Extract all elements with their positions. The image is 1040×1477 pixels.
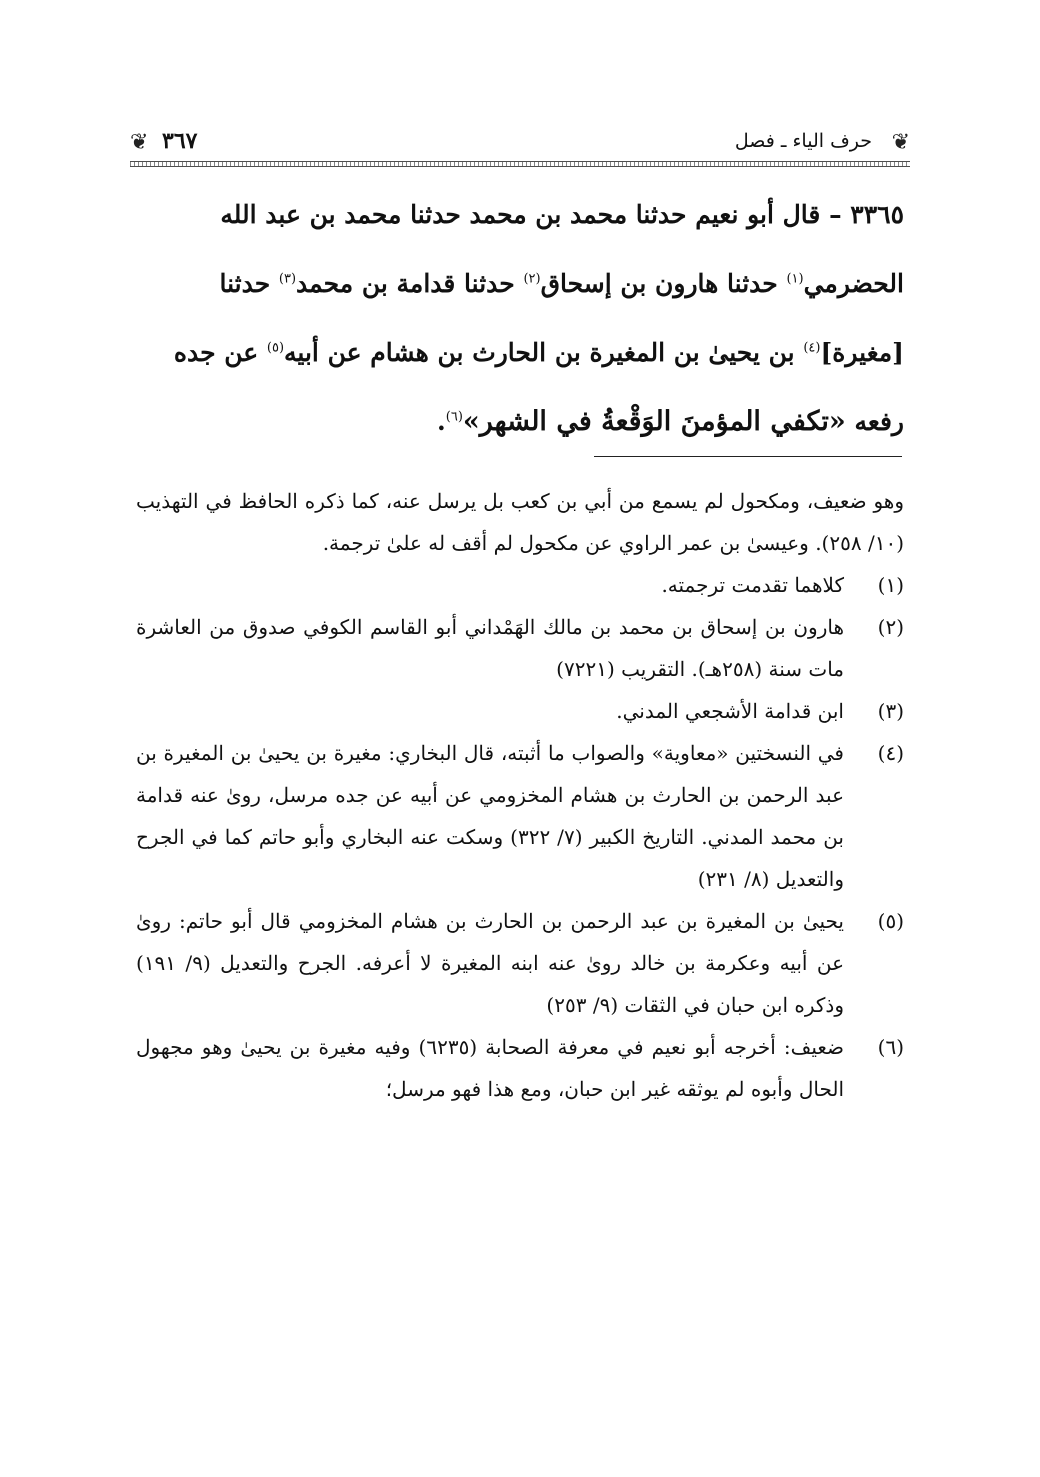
footnote-continuation: وهو ضعيف، ومكحول لم يسمع من أبي بن كعب بل يرسل عنه، كما ذكره الحافظ في التهذيب (١٠/ ٢٥٨). وعيسىٰ بن عمر الراوي عن مكحول لم أقف له علىٰ ترجمة. (136, 489, 904, 555)
running-header (130, 128, 910, 168)
footnote-marker[interactable]: (٦) (445, 409, 463, 425)
footnote-number: (٣) (877, 699, 904, 723)
footnote-item (136, 1026, 904, 1110)
header-rule (130, 161, 910, 167)
footnote-marker[interactable]: (٢) (523, 271, 541, 287)
footnote-item (136, 606, 904, 690)
hadith-text (136, 180, 904, 456)
page-number: ٣٦٧ (162, 128, 198, 154)
footnote-text: هارون بن إسحاق بن محمد بن مالك الهَمْداني أبو القاسم الكوفي صدوق من العاشرة مات سنة (٢٥٨هـ). التقريب (٧٢٢١) (136, 615, 844, 681)
footnote-item (136, 564, 904, 606)
header-ornament-right-icon: ❦ (891, 130, 910, 155)
footnote-item (136, 690, 904, 732)
footnote-number: (٥) (877, 909, 904, 933)
hadith-line-1: ٣٣٦٥ – قال أبو نعيم حدثنا محمد بن محمد حدثنا محمد بن عبد الله (220, 200, 904, 229)
footnote-text: يحيىٰ بن المغيرة بن عبد الرحمن بن الحارث بن هشام المخزومي قال أبو حاتم: روىٰ عن أبيه وعكرمة بن خالد روىٰ عنه ابنه المغيرة لا أعرفه. الجرح والتعديل (٩/ ١٩١) وذكره ابن حبان في الثقات (٩/ ٢٥٣) (136, 909, 844, 1017)
footnote-marker[interactable]: (٥) (266, 340, 285, 356)
footnote-text: كلاهما تقدمت ترجمته. (661, 573, 844, 597)
footnote-divider (594, 456, 902, 457)
footnote-item (136, 732, 904, 900)
running-header-title: حرف الياء ـ فصل (734, 130, 872, 152)
hadith-line-4: رفعه «تكفي المؤمنَ الوَقْعةُ في الشهر»$^{(٦)}$. (437, 406, 904, 437)
footnote-item (136, 900, 904, 1026)
footnote-marker[interactable]: (٤) (803, 340, 821, 356)
footnote-number: (١) (877, 573, 904, 597)
footnote-marker[interactable]: (١) (786, 271, 804, 287)
footnote-text: ابن قدامة الأشجعي المدني. (616, 699, 844, 723)
hadith-quote: «تكفي المؤمنَ الوَقْعةُ في الشهر» (462, 406, 846, 437)
footnotes (136, 480, 904, 1110)
footnote-number: (٦) (877, 1035, 904, 1059)
footnote-marker[interactable]: (٣) (278, 271, 297, 287)
hadith-line-2: الحضرمي$^{(١)}$ حدثنا هارون بن إسحاق$^{(٢)}$ حدثنا قدامة بن محمد$^{(٣)}$ حدثنا (219, 269, 904, 298)
footnote-text: في النسختين «معاوية» والصواب ما أثبته، قال البخاري: مغيرة بن يحيىٰ بن المغيرة بن عبد الرحمن بن الحارث بن هشام المخزومي عن أبيه عن جده مرسل، روىٰ عنه قدامة بن محمد المدني. التاريخ الكبير (٧/ ٣٢٢) وسكت عنه البخاري وأبو حاتم كما في الجرح والتعديل (٨/ ٢٣١) (136, 741, 844, 891)
footnote-number: (٤) (877, 741, 904, 765)
footnote-number: (٢) (877, 615, 904, 639)
header-ornament-left-icon: ❦ (130, 130, 149, 155)
footnote-text: ضعيف: أخرجه أبو نعيم في معرفة الصحابة (٦٢٣٥) وفيه مغيرة بن يحيىٰ وهو مجهول الحال وأبوه لم يوثقه غير ابن حبان، ومع هذا فهو مرسل؛ (136, 1035, 844, 1101)
hadith-line-3: [مغيرة]$^{(٤)}$ بن يحيىٰ بن المغيرة بن الحارث بن هشام عن أبيه$^{(٥)}$ عن جده (173, 338, 904, 367)
